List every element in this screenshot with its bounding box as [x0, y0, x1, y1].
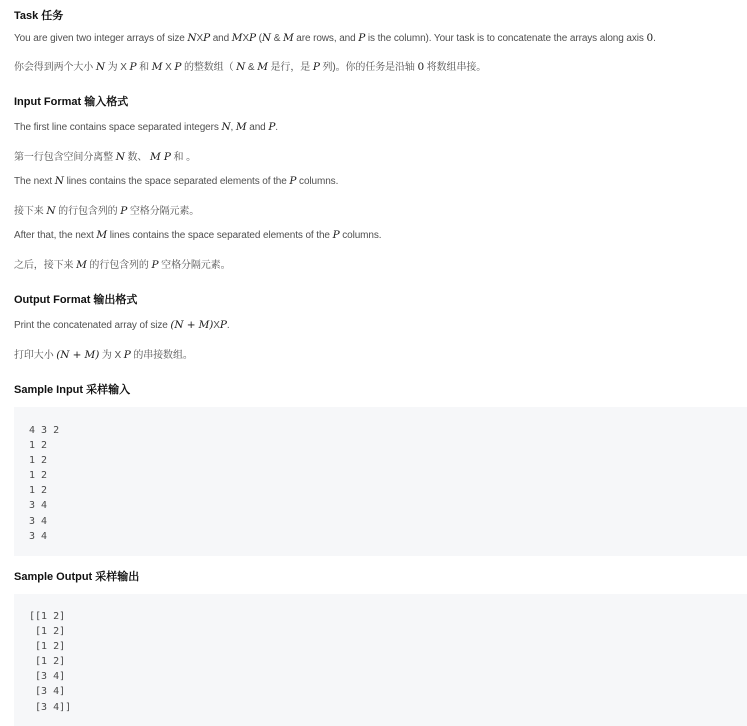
- input-format-line-1: The first line contains space separated integers N, M and P.: [14, 121, 278, 133]
- code-line: [1 2]: [29, 626, 66, 638]
- input-format-line-6: 之后，接下来 M 的行包含列的 P 空格分隔元素。: [14, 259, 231, 271]
- input-format-line-3: The next N lines contains the space separated elements of the P columns.: [14, 175, 339, 187]
- sample-output-heading: Sample Output 采样输出: [14, 571, 140, 583]
- task-description-zh: 你会得到两个大小 N 为 X P 和 M X P 的整数组（ N & M 是行，是 P 列)。你的任务是沿轴 0 将数组串接。: [14, 61, 487, 73]
- code-line: [3 4]]: [29, 701, 72, 713]
- code-line: 1 2: [29, 440, 48, 452]
- code-line: 1 2: [29, 470, 48, 482]
- code-line: [3 4]: [29, 671, 66, 683]
- code-line: 3 4: [29, 530, 48, 542]
- output-format-line-1: Print the concatenated array of size (N + M)XP.: [14, 319, 230, 331]
- output-format-line-2: 打印大小 (N + M) 为 X P 的串接数组。: [14, 349, 193, 361]
- input-format-line-5: After that, the next M lines contains the space separated elements of the P columns.: [14, 229, 382, 241]
- code-line: [3 4]: [29, 686, 66, 698]
- task-heading: Task 任务: [14, 10, 64, 22]
- code-line: 3 4: [29, 500, 48, 512]
- code-line: 3 4: [29, 515, 48, 527]
- code-line: 4 3 2: [29, 425, 60, 436]
- code-line: [1 2]: [29, 656, 66, 668]
- input-format-heading: Input Format 输入格式: [14, 96, 129, 108]
- input-format-line-2: 第一行包含空间分离整 N 数、 M P 和 。: [14, 151, 196, 163]
- code-line: 1 2: [29, 485, 48, 497]
- task-description-en: You are given two integer arrays of size NXP and MXP (N & M are rows, and P is the column). Your task is to concatenate the arrays along axis 0.: [14, 32, 656, 44]
- sample-input-code-block: [14, 407, 747, 556]
- input-format-line-4: 接下来 N 的行包含列的 P 空格分隔元素。: [14, 205, 200, 217]
- sample-input-heading: Sample Input 采样输入: [14, 384, 131, 396]
- code-line: 1 2: [29, 455, 48, 467]
- code-line: [[1 2]: [29, 611, 66, 622]
- output-format-heading: Output Format 输出格式: [14, 294, 138, 306]
- code-line: [1 2]: [29, 641, 66, 653]
- sample-output-code-block: [14, 594, 747, 726]
